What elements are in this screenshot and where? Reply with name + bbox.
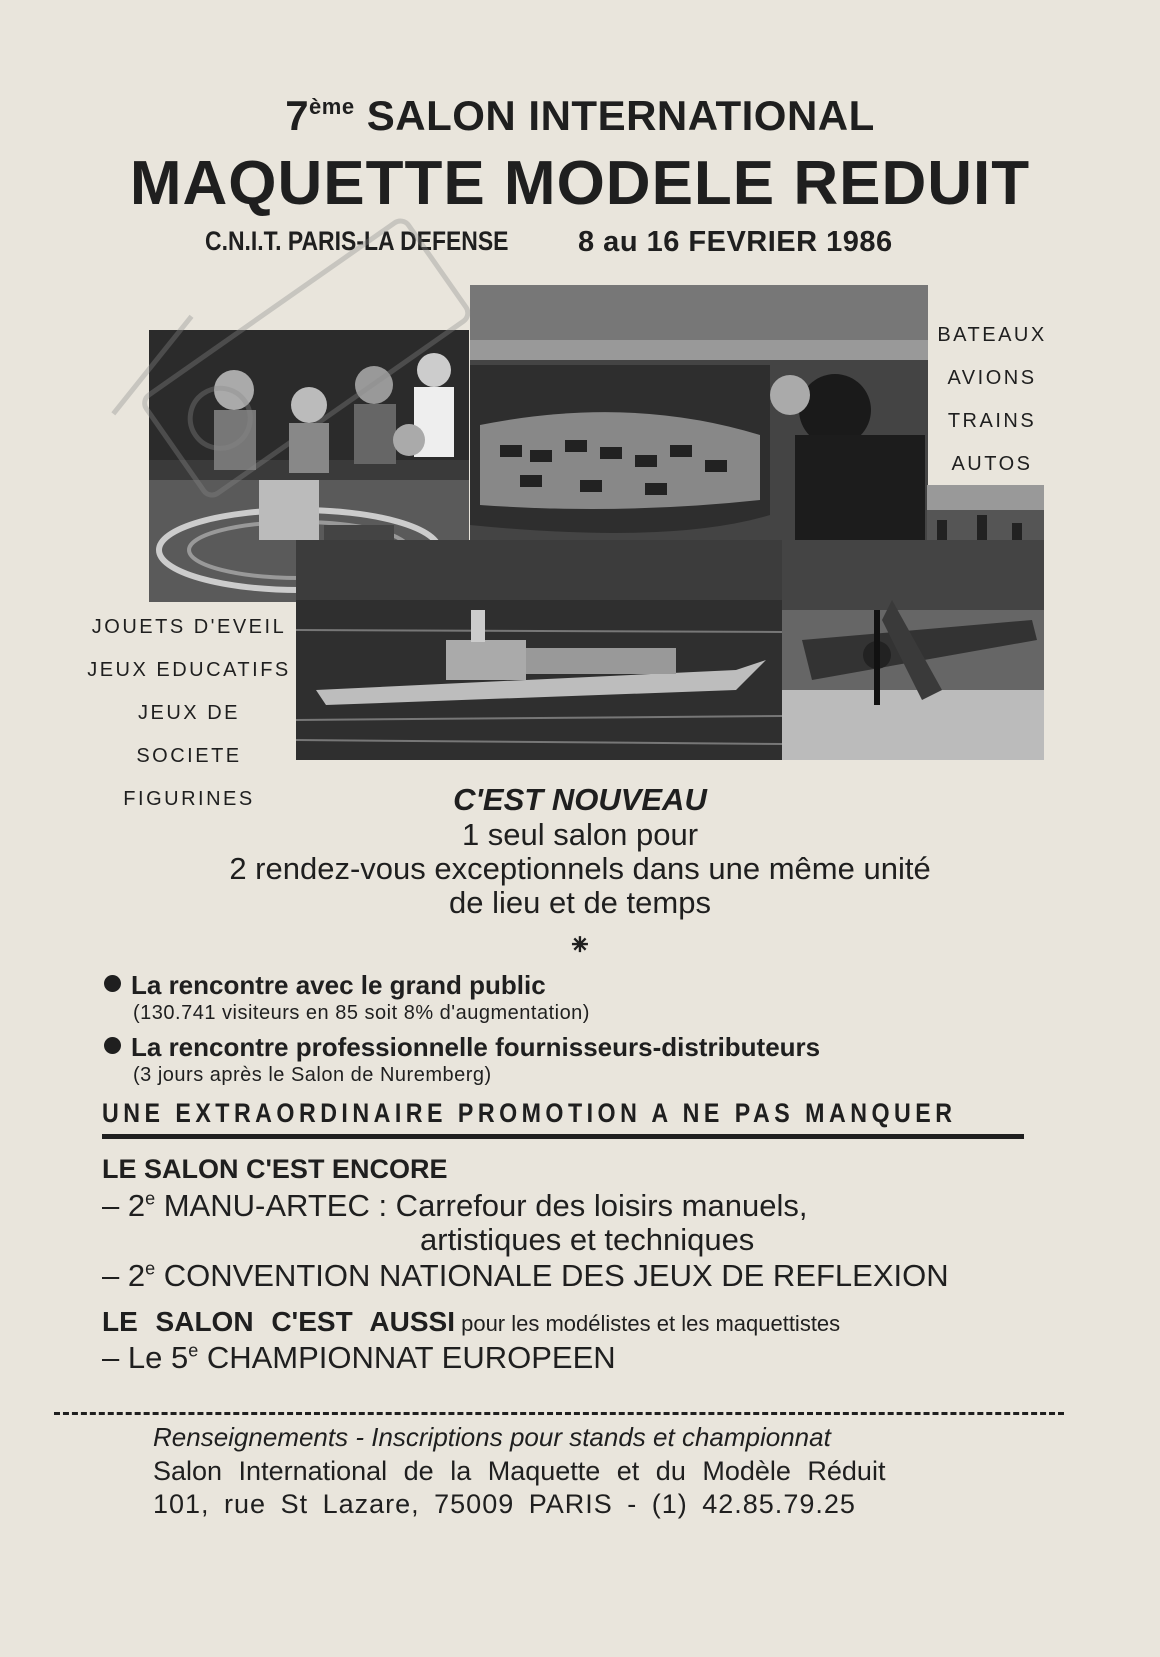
aussi-item [102,1340,616,1376]
photo-model-cars [470,285,928,540]
category-trains: TRAINS [947,410,1037,432]
item-text: CONVENTION NATIONALE DES JEUX DE REFLEXION [155,1258,949,1293]
aussi-heading: LE SALON C'EST AUSSI [102,1306,455,1337]
title-text-1: SALON INTERNATIONAL [366,92,875,139]
category-educational: JEUX EDUCATIFS [87,659,291,681]
bullet-detail: (130.741 visiteurs en 85 soit 8% d'augmentation) [133,1002,590,1024]
bullet-dot-icon [104,1037,121,1054]
encore-item-1 [102,1188,807,1224]
bullet-title: La rencontre professionnelle fournisseurs-distributeurs [131,1032,821,1062]
dashed-divider [54,1412,1064,1415]
promotion-underline [102,1134,1024,1139]
organizer-address: 101, rue St Lazare, 75009 PARIS - (1) 42.85.79.25 [153,1489,856,1519]
categories-right [932,314,1052,486]
contact-heading: Renseignements - Inscriptions pour stands et championnat [153,1422,831,1452]
edition-number: 7 [285,92,310,139]
promotion-banner: UNE EXTRAORDINAIRE PROMOTION A NE PAS MANQUER [102,1098,957,1128]
bullet-public [104,970,546,1001]
title-line-1 [0,92,1160,140]
category-cars: AUTOS [951,453,1033,475]
item-number: – 2 [102,1188,146,1223]
item-sup: e [145,1258,156,1279]
bullet-dot-icon [104,975,121,992]
photo-model-plane [782,540,1044,760]
bullet-title: La rencontre avec le grand public [131,970,546,1000]
category-boats: BATEAUX [937,324,1047,346]
encore-item-1-cont: artistiques et techniques [420,1222,755,1257]
aussi-line [102,1306,840,1338]
intro-line-3: de lieu et de temps [449,885,711,920]
bullet-professional [104,1032,820,1063]
category-planes: AVIONS [947,367,1037,389]
item-sup: e [188,1340,199,1361]
item-number: – 2 [102,1258,146,1293]
title-line-2: MAQUETTE MODELE REDUIT [129,149,1031,218]
edition-suffix: ème [309,94,355,119]
headline-nouveau: C'EST NOUVEAU [453,782,707,817]
organizer-name: Salon International de la Maquette et du Modèle Réduit [153,1456,886,1486]
event-dates: 8 au 16 FEVRIER 1986 [578,226,893,258]
item-sup: e [145,1188,156,1209]
intro-line-1: 1 seul salon pour [461,817,699,852]
intro-text [0,818,1160,920]
category-board-games: JEUX DE SOCIETE [136,702,242,767]
item-text: MANU-ARTEC : Carrefour des loisirs manuels, [155,1188,808,1223]
item-text: CHAMPIONNAT EUROPEEN [198,1340,616,1375]
category-toys: JOUETS D'EVEIL [91,616,287,638]
separator-asterisk: ⁕ [567,929,593,962]
venue: C.N.I.T. PARIS-LA DEFENSE [205,226,509,256]
encore-item-2 [102,1258,949,1294]
photo-model-ship [296,540,782,760]
encore-heading: LE SALON C'EST ENCORE [102,1154,448,1184]
aussi-suffix: pour les modélistes et les maquettistes [454,1311,841,1336]
bullet-detail: (3 jours après le Salon de Nuremberg) [133,1064,492,1086]
intro-line-2: 2 rendez-vous exceptionnels dans une même unité [229,851,931,886]
item-number: – Le 5 [102,1340,189,1375]
category-figurines: FIGURINES [123,788,255,810]
